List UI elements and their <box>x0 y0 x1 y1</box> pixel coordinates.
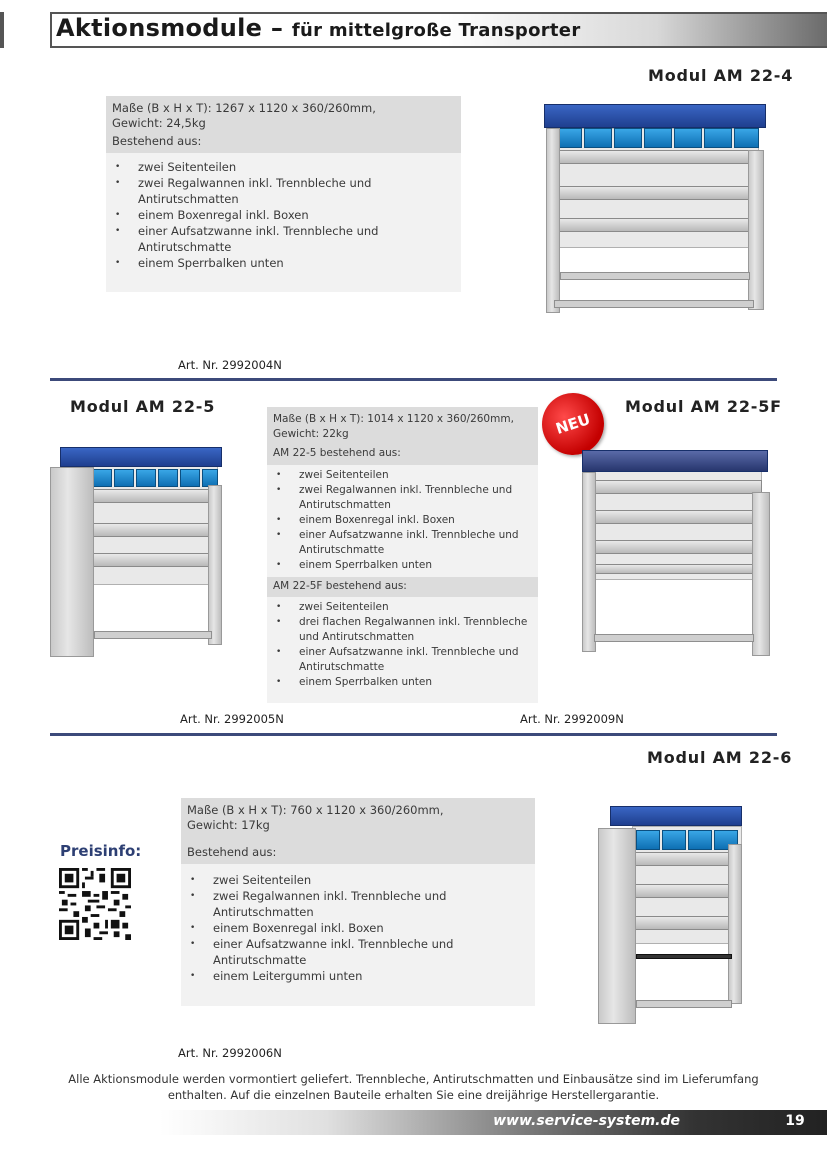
list-item: • zwei Regalwannen inkl. Trennbleche und Antirutschmatten <box>112 175 455 207</box>
modul-am-22-4-dims: Maße (B x H x T): 1267 x 1120 x 360/260mm, <box>112 101 376 115</box>
modul-am-22-5f-image <box>580 448 772 658</box>
modul-am-22-6-list <box>181 864 535 992</box>
new-badge: NEU <box>534 385 612 463</box>
modul-am-22-4-title: Modul AM 22-4 <box>648 66 794 85</box>
footnote: Alle Aktionsmodule werden vormontiert geliefert. Trennbleche, Antirutschmatten und Einbausätze sind im Lieferumfang enthalten. Auf die einzelnen Bauteile erhalten Sie eine dreijährige Herstellergarantie. <box>68 1072 759 1102</box>
modul-am-22-5f-title: Modul AM 22-5F <box>625 397 782 416</box>
modul-am-22-6-title: Modul AM 22-6 <box>647 748 793 767</box>
modul-am-22-5f-list <box>267 597 538 698</box>
modul-am-22-4-intro: Bestehend aus: <box>112 134 202 148</box>
list-item: • einem Sperrbalken unten <box>273 558 532 573</box>
modul-am-22-4-image <box>540 100 770 315</box>
modul-am-22-4-weight: Gewicht: 24,5kg <box>112 116 206 130</box>
left-edge-mark <box>0 12 4 48</box>
page-subtitle: für mittelgroße Transporter <box>291 20 581 41</box>
list-item: • zwei Seitenteilen <box>187 872 529 888</box>
list-item: • einer Aufsatzwanne inkl. Trennbleche und Antirutschmatte <box>187 936 529 968</box>
modul-am-22-6-weight: Gewicht: 17kg <box>187 818 270 832</box>
qr-code-icon[interactable] <box>59 868 131 940</box>
list-item: • einem Leitergummi unten <box>187 968 529 984</box>
list-item: • drei flachen Regalwannen inkl. Trennbleche und Antirutschmatten <box>273 615 532 645</box>
modul-am-22-6-intro: Bestehend aus: <box>187 845 277 859</box>
list-item: • zwei Seitenteilen <box>112 159 455 175</box>
page-title <box>56 14 581 42</box>
modul-am-22-6-art-nr: Art. Nr. 2992006N <box>178 1046 282 1060</box>
modul-am-22-6-dims: Maße (B x H x T): 760 x 1120 x 360/260mm, <box>187 803 444 817</box>
section-divider <box>50 378 777 381</box>
modul-am-22-6-image <box>596 804 746 1026</box>
section-divider <box>50 733 777 736</box>
modul-am-22-4-specs <box>106 96 461 153</box>
list-item: • zwei Regalwannen inkl. Trennbleche und Antirutschmatten <box>273 483 532 513</box>
page-title-main: Aktionsmodule – <box>56 14 284 42</box>
modul-am-22-5-info-box <box>267 407 538 703</box>
modul-am-22-4-list <box>106 153 461 279</box>
list-item: • zwei Seitenteilen <box>273 468 532 483</box>
preisinfo-label: Preisinfo: <box>60 842 142 860</box>
list-item: • einem Sperrbalken unten <box>273 675 532 690</box>
list-item: • einer Aufsatzwanne inkl. Trennbleche und Antirutschmatte <box>273 645 532 675</box>
list-item: • einem Boxenregal inkl. Boxen <box>273 513 532 528</box>
list-item: • zwei Regalwannen inkl. Trennbleche und Antirutschmatten <box>187 888 529 920</box>
modul-am-22-5-weight: Gewicht: 22kg <box>273 428 349 440</box>
modul-am-22-6-specs <box>181 798 535 864</box>
list-item: • einer Aufsatzwanne inkl. Trennbleche und Antirutschmatte <box>273 528 532 558</box>
modul-am-22-4-art-nr: Art. Nr. 2992004N <box>178 358 282 372</box>
modul-am-22-5-intro: AM 22-5 bestehend aus: <box>273 447 401 459</box>
list-item: • einem Sperrbalken unten <box>112 255 455 271</box>
list-item: • einem Boxenregal inkl. Boxen <box>112 207 455 223</box>
modul-am-22-5-dims: Maße (B x H x T): 1014 x 1120 x 360/260mm, <box>273 413 514 425</box>
list-item: • einem Boxenregal inkl. Boxen <box>187 920 529 936</box>
list-item: • zwei Seitenteilen <box>273 600 532 615</box>
footer-url-link[interactable]: www.service-system.de <box>493 1113 680 1129</box>
modul-am-22-5-title: Modul AM 22-5 <box>70 397 216 416</box>
modul-am-22-5-list <box>267 465 538 577</box>
modul-am-22-4-info-box <box>106 96 461 292</box>
page-number: 19 <box>785 1113 805 1129</box>
modul-am-22-5-image <box>48 445 228 660</box>
modul-am-22-6-info-box <box>181 798 535 1006</box>
modul-am-22-5-art-nr: Art. Nr. 2992005N <box>180 712 284 726</box>
modul-am-22-5-specs <box>267 407 538 465</box>
modul-am-22-5f-intro: AM 22-5F bestehend aus: <box>267 577 538 597</box>
list-item: • einer Aufsatzwanne inkl. Trennbleche und Antirutschmatte <box>112 223 455 255</box>
modul-am-22-5f-art-nr: Art. Nr. 2992009N <box>520 712 624 726</box>
